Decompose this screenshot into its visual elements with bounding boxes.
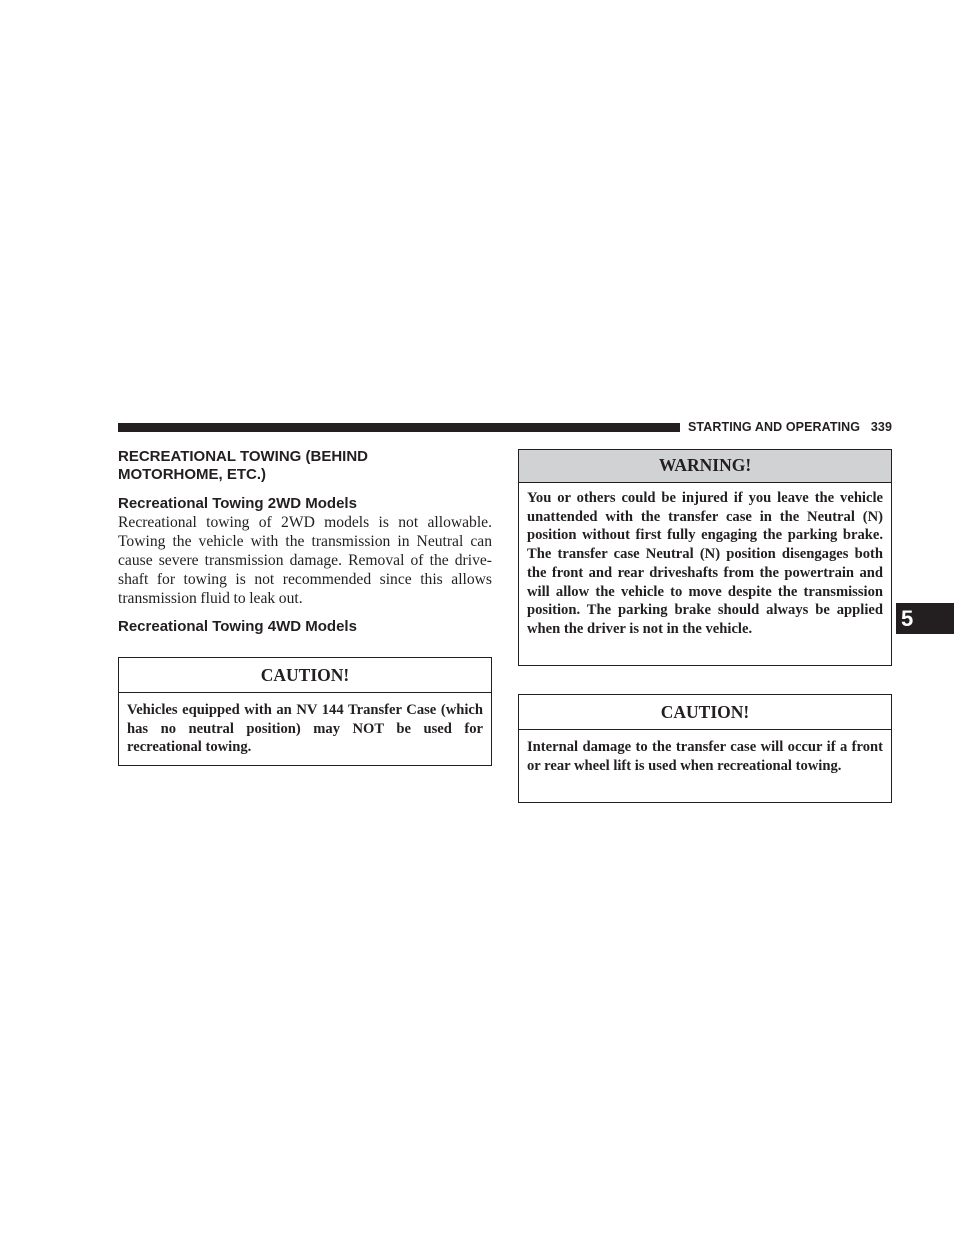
warning-heading: WARNING!: [519, 450, 891, 483]
caution-text: Internal damage to the transfer case will occur if a front or rear wheel lift is used when recreational towing.: [527, 739, 883, 774]
caution-heading: CAUTION!: [119, 658, 491, 693]
page-number: 339: [870, 420, 892, 434]
header-rule: [118, 423, 680, 432]
paragraph-2wd-towing: Recreational towing of 2WD models is not allowable. Towing the vehicle with the transmission in Neutral can cause severe transmission damage. Removal of the drive-shaft for towing is not recommended since this allows transmission fluid to leak out.: [118, 514, 492, 607]
warning-box-neutral: [518, 449, 892, 666]
header-section-title: STARTING AND OPERATING: [688, 420, 861, 434]
section-title-line-1: RECREATIONAL TOWING (BEHIND: [118, 448, 368, 465]
caution-box-transfer-case: [118, 657, 492, 766]
caution-text: Vehicles equipped with an NV 144 Transfer Case (which has no neutral position) may NOT be used for recreational towing.: [127, 702, 483, 756]
caution-box-wheel-lift: [518, 694, 892, 803]
warning-text: You or others could be injured if you leave the vehicle unattended with the transfer case in the Neutral (N) position without first fully engaging the parking brake. The transfer case Neutral (N) position disengages both the front and rear driveshafts from the powertrain and will allow the vehicle to move despite the transmission position. The parking brake should always be applied when the driver is not in the vehicle.: [527, 490, 883, 637]
running-header: [688, 420, 892, 435]
left-column: [118, 448, 492, 636]
chapter-tab: 5: [896, 603, 954, 634]
caution-heading: CAUTION!: [519, 695, 891, 730]
section-title-line-2: MOTORHOME, ETC.): [118, 466, 267, 483]
subhead-4wd-models: Recreational Towing 4WD Models: [118, 617, 357, 635]
section-title: [118, 448, 492, 484]
subhead-2wd-models: Recreational Towing 2WD Models: [118, 495, 357, 512]
